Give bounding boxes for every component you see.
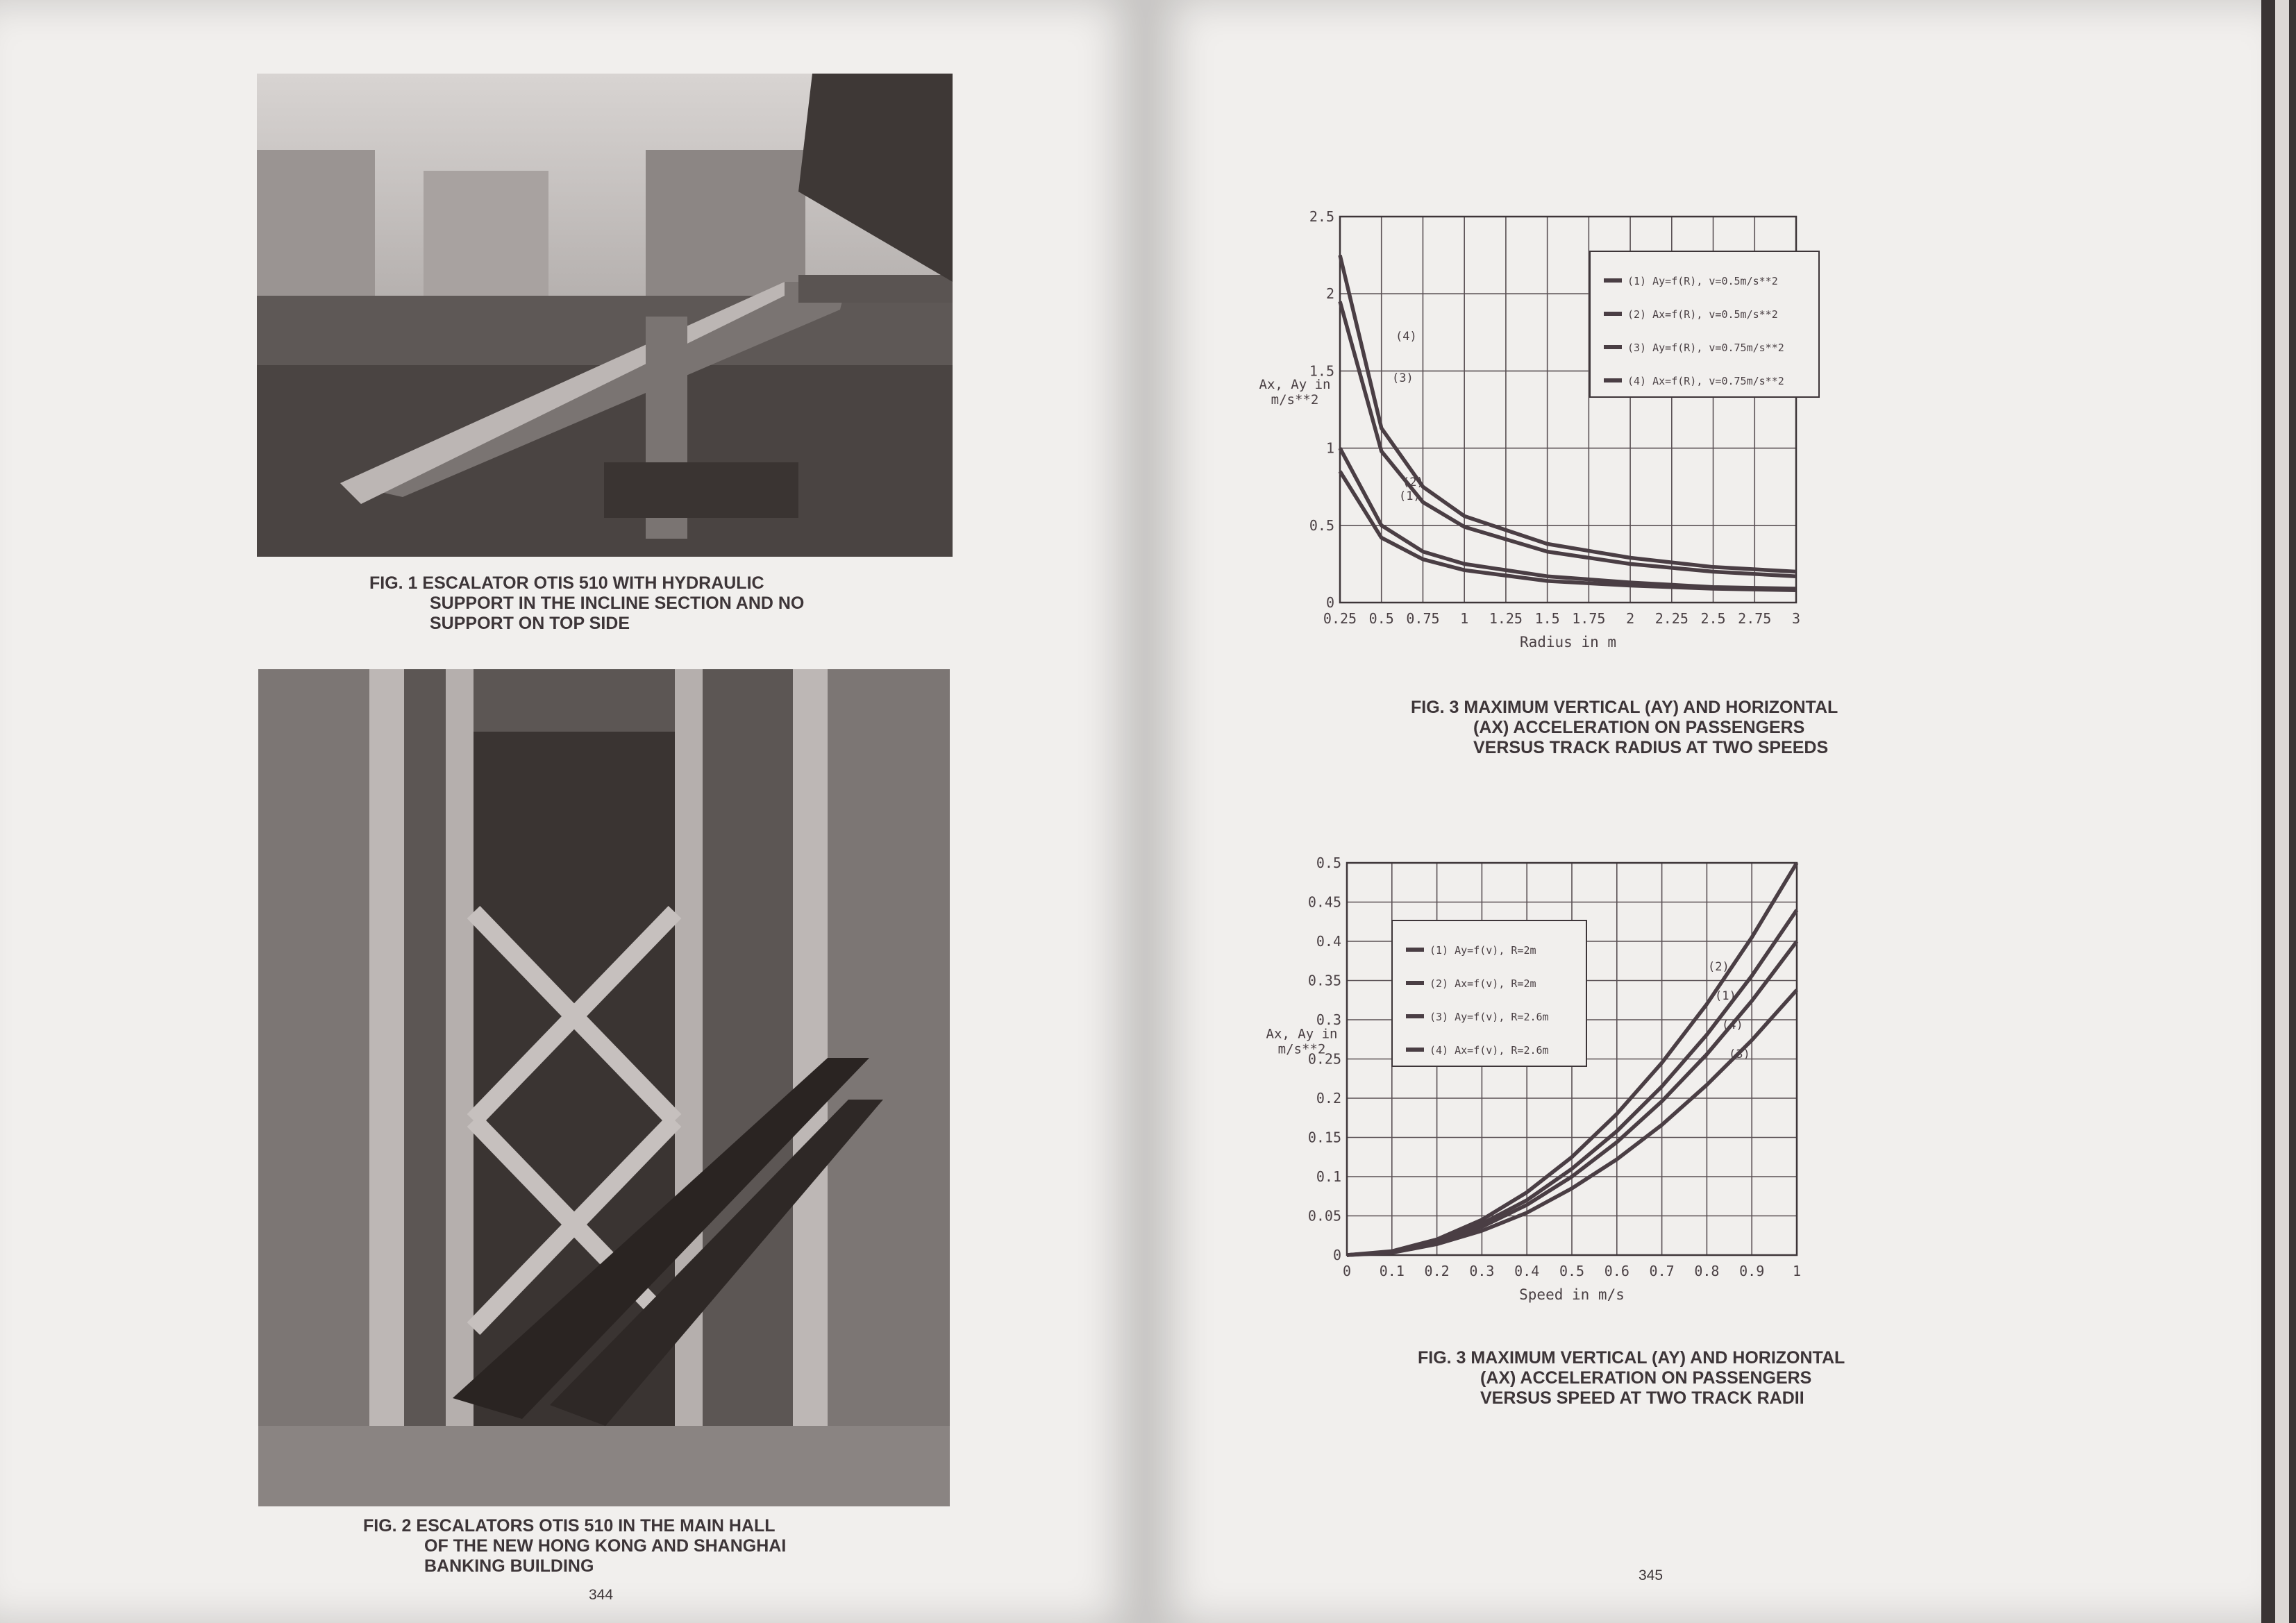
fig2-caption-line-1: FIG. 2 ESCALATORS OTIS 510 IN THE MAIN HALL	[363, 1516, 776, 1536]
y-axis-label: m/s**2	[1277, 1041, 1326, 1057]
y-tick-label: 0.5	[1309, 516, 1334, 534]
y-tick-label: 0.45	[1307, 893, 1341, 911]
x-tick-label: 0.5	[1559, 1263, 1585, 1279]
x-tick-label: 1	[1792, 1263, 1802, 1279]
fig3a-caption-line-2: (AX) ACCELERATION ON PASSENGERS	[1473, 718, 1805, 737]
x-tick-label: 0.25	[1323, 610, 1357, 627]
x-axis-label: Speed in m/s	[1519, 1286, 1625, 1303]
fig2-caption	[363, 1516, 786, 1576]
x-tick-label: 2.25	[1654, 610, 1689, 627]
fig1-caption-line-2: SUPPORT IN THE INCLINE SECTION AND NO	[430, 594, 805, 613]
fig1-caption	[369, 573, 804, 634]
legend-entry: (3) Ay=f(R), v=0.75m/s**2	[1627, 342, 1784, 354]
x-tick-label: 0.5	[1368, 610, 1394, 627]
chart-speed	[1236, 847, 1847, 1319]
legend-entry: (1) Ay=f(v), R=2m	[1430, 944, 1536, 957]
y-tick-label: 2.5	[1309, 208, 1334, 225]
book-edge-pages	[2275, 0, 2289, 1623]
curve-label: (2)	[1402, 476, 1424, 489]
x-tick-label: 0.9	[1739, 1263, 1765, 1279]
y-axis-label: Ax, Ay in	[1266, 1026, 1338, 1042]
x-tick-label: 2.5	[1700, 610, 1726, 627]
legend-entry: (3) Ay=f(v), R=2.6m	[1430, 1011, 1549, 1023]
x-tick-label: 2	[1626, 610, 1635, 627]
curve-label: (3)	[1729, 1048, 1750, 1061]
x-tick-label: 1.5	[1534, 610, 1560, 627]
chart-radius-svg	[1229, 194, 1840, 666]
curve-label: (4)	[1396, 330, 1417, 344]
y-tick-label: 0.05	[1307, 1207, 1341, 1225]
fig1-caption-line-3: SUPPORT ON TOP SIDE	[430, 614, 630, 633]
y-tick-label: 0.25	[1307, 1050, 1341, 1068]
x-tick-label: 2.75	[1738, 610, 1772, 627]
curve-label: (3)	[1392, 371, 1414, 385]
fig3b-caption	[1418, 1348, 1845, 1408]
x-tick-label: 1.25	[1489, 610, 1523, 627]
y-tick-label: 0.5	[1316, 855, 1341, 871]
x-tick-label: 0	[1342, 1263, 1352, 1279]
x-tick-label: 0.3	[1469, 1263, 1495, 1279]
chart-radius	[1229, 194, 1840, 666]
fig3a-caption-line-3: VERSUS TRACK RADIUS AT TWO SPEEDS	[1473, 738, 1829, 757]
legend-entry: (2) Ax=f(v), R=2m	[1430, 977, 1536, 990]
fig2-caption-line-3: BANKING BUILDING	[424, 1556, 594, 1576]
y-tick-label: 0	[1325, 594, 1334, 611]
legend-entry: (4) Ax=f(v), R=2.6m	[1430, 1044, 1549, 1057]
x-tick-label: 0.6	[1604, 1263, 1629, 1279]
x-tick-label: 0.7	[1649, 1263, 1675, 1279]
legend-entry: (4) Ax=f(R), v=0.75m/s**2	[1627, 375, 1784, 387]
y-axis-label: Ax, Ay in	[1259, 377, 1331, 392]
fig2-caption-line-2: OF THE NEW HONG KONG AND SHANGHAI	[424, 1536, 787, 1556]
left-page	[0, 0, 1146, 1623]
fig1-caption-line-1: FIG. 1 ESCALATOR OTIS 510 WITH HYDRAULIC	[369, 573, 764, 593]
page-number-right: 345	[1639, 1567, 1664, 1583]
legend-entry: (1) Ay=f(R), v=0.5m/s**2	[1627, 275, 1778, 287]
page-number-left: 344	[589, 1587, 614, 1603]
right-page	[1146, 0, 2263, 1623]
y-tick-label: 0.4	[1316, 933, 1341, 950]
x-tick-label: 0.2	[1424, 1263, 1450, 1279]
chart-speed-svg	[1236, 847, 1847, 1319]
x-tick-label: 1.75	[1572, 610, 1606, 627]
fig3b-caption-line-2: (AX) ACCELERATION ON PASSENGERS	[1480, 1368, 1812, 1388]
fig1-photo	[257, 74, 953, 557]
legend-entry: (2) Ax=f(R), v=0.5m/s**2	[1627, 308, 1778, 321]
y-tick-label: 0	[1332, 1247, 1341, 1263]
curve-label: (1)	[1715, 989, 1736, 1003]
y-tick-label: 0.2	[1316, 1090, 1341, 1107]
fig1-escalator-image	[257, 74, 953, 557]
x-tick-label: 0.4	[1514, 1263, 1540, 1279]
y-axis-label: m/s**2	[1271, 392, 1319, 407]
y-tick-label: 1.5	[1309, 362, 1334, 380]
fig3a-caption	[1411, 698, 1838, 758]
fig3b-caption-line-1: FIG. 3 MAXIMUM VERTICAL (AY) AND HORIZONTAL	[1418, 1348, 1845, 1368]
y-tick-label: 0.35	[1307, 972, 1341, 989]
y-tick-label: 1	[1325, 439, 1334, 457]
x-tick-label: 1	[1460, 610, 1469, 627]
curve-label: (2)	[1708, 960, 1729, 974]
x-tick-label: 0.75	[1406, 610, 1440, 627]
y-tick-label: 2	[1325, 285, 1334, 303]
x-tick-label: 0.8	[1694, 1263, 1720, 1279]
fig3a-caption-line-1: FIG. 3 MAXIMUM VERTICAL (AY) AND HORIZONTAL	[1411, 698, 1838, 717]
fig2-photo	[258, 669, 950, 1506]
fig2-banking-hall-image	[258, 669, 950, 1506]
y-tick-label: 0.15	[1307, 1129, 1341, 1146]
x-axis-label: Radius in m	[1519, 634, 1617, 650]
curve-label: (1)	[1399, 489, 1421, 503]
curve-label: (4)	[1722, 1018, 1743, 1032]
y-tick-label: 0.1	[1316, 1168, 1341, 1185]
x-tick-label: 3	[1791, 610, 1801, 627]
fig3b-caption-line-3: VERSUS SPEED AT TWO TRACK RADII	[1480, 1388, 1804, 1408]
y-tick-label: 0.3	[1316, 1011, 1341, 1028]
x-tick-label: 0.1	[1379, 1263, 1405, 1279]
